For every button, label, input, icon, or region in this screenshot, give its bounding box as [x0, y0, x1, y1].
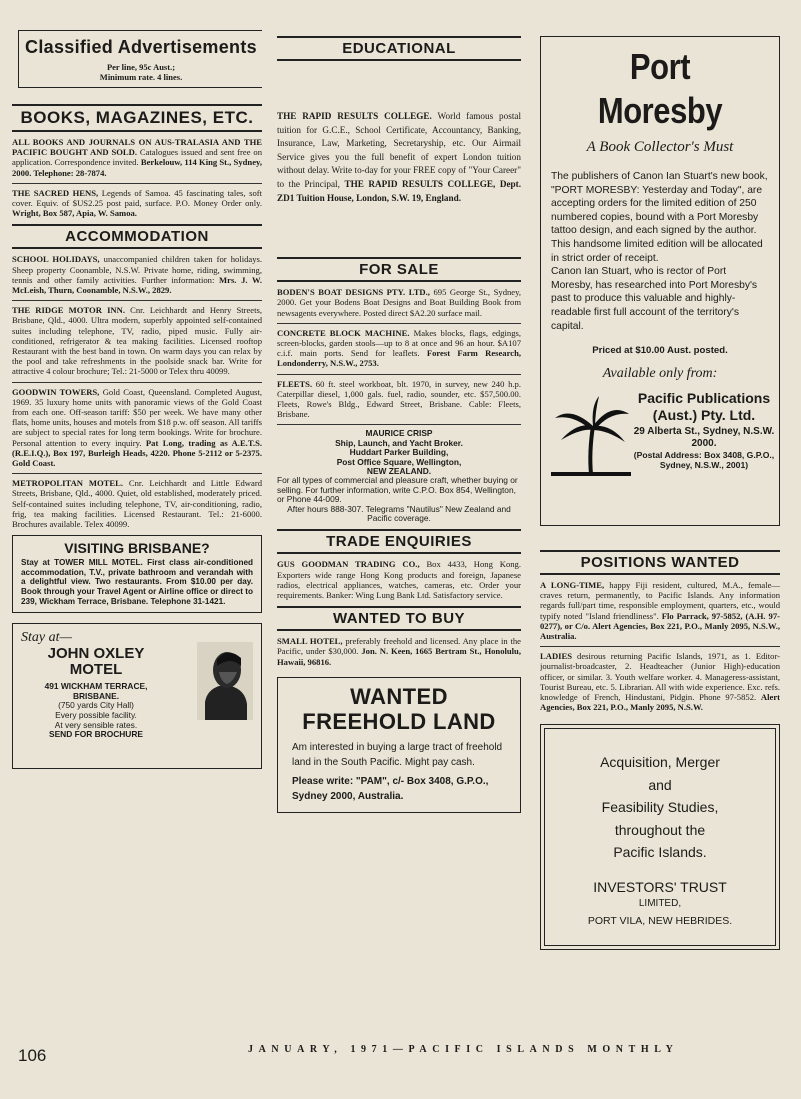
running-head: JANUARY, 1971—PACIFIC ISLANDS MONTHLY: [248, 1044, 679, 1055]
books-ad-2: THE SACRED HENS, Legends of Samoa. 45 fascinating tales, soft cover. Equiv. of $US2.25 post paid, surface. P.O. Money Order only. Wright, Box 587, Apia, W. Samoa.: [12, 187, 262, 219]
acq-line-2: and: [648, 776, 672, 793]
positions-heading: POSITIONS WANTED: [540, 550, 780, 575]
port-moresby-title: Port Moresby: [597, 46, 723, 131]
acq-line-4: throughout the: [614, 821, 706, 838]
accommodation-ad-2: THE RIDGE MOTOR INN. Cnr. Leichhardt and Henry Streets, Brisbane, Qld., 4000. Ultra modern, superbly appointed self-contained suites including telephone, TV, radio, piped music. Fully air-conditioned, refrigerator & tea making facilities. Licensed rooftop Restaurant with the best band in town. On warm days you can relax by the pool and take refreshments in the poolside snack bar. Write for attractive 4 colour brochure; Tel.: 21-5000 or Telex thru 40099.: [12, 305, 262, 377]
wanted-land-title-1: WANTED: [350, 683, 448, 709]
trade-ad: GUS GOODMAN TRADING CO., Box 4433, Hong Kong. Exporters wide range Hong Kong products and foreign, Japanese radios, electrical appliances, watches, cameras, etc. Order your requirements. Banker: Wing Lung Bank Ltd. Satisfactory service.: [277, 559, 521, 601]
wanted-buy-ad: SMALL HOTEL, preferably freehold and licensed. Any place in the Pacific, under $30,000. Jon. N. Keen, 1665 Bertram St., Honolulu, Hawaii, 96816.: [277, 636, 521, 667]
accommodation-ad-4: METROPOLITAN MOTEL. Cnr. Leichhardt and Little Edward Streets, Brisbane, Qld., 4000. Quiet, old established, moderately priced. Self-contained suites including telephone, TV, air-conditioning, radio, frig, tea making facilities. Licensed Restaurant. Tel.: 21-6000. Brochures available. Telex 40099.: [12, 478, 262, 530]
classified-title: Classified Advertisements: [25, 37, 257, 57]
acq-line-5: Pacific Islands.: [613, 844, 707, 861]
wanted-land-ad: [277, 677, 521, 813]
for-sale-ad-3: FLEETS. 60 ft. steel workboat, blt. 1970, in survey, new 240 h.p. Caterpillar diesel, 1,000 gals. fuel, radio, sounder, etc. $57,500.00. Fleets, Rowe's Bldg., Edward Street, Brisbane. Cable: Fleets, Brisbane.: [277, 378, 521, 420]
classified-box: [18, 30, 262, 88]
port-moresby-available: Available only from:: [602, 366, 718, 382]
wanted-land-body: Am interested in buying a large tract of freehold land in the South Pacific. Might pay cash.: [292, 741, 503, 768]
acq-limited: LIMITED,: [638, 897, 682, 909]
page-number: 106: [18, 1046, 47, 1065]
john-oxley-ad: [12, 623, 262, 769]
palm-tree-icon: [551, 392, 631, 480]
educational-heading: EDUCATIONAL: [277, 36, 521, 61]
wanted-land-title-2: FREEHOLD LAND: [302, 708, 496, 734]
acq-line-3: Feasibility Studies,: [601, 799, 719, 816]
acq-company: INVESTORS' TRUST: [593, 878, 727, 895]
books-ad-1: ALL BOOKS AND JOURNALS ON AUS-TRALASIA AND THE PACIFIC BOUGHT AND SOLD. Catalogues issued and sent free on application. Correspondence invited. Berkelouw, 114 King St., Sydney, 2000. Telephone: 28-7874.: [12, 137, 262, 178]
port-moresby-body-1: The publishers of Canon Ian Stuart's new book, "PORT MORESBY: Yesterday and Today", are accepting orders for the limited edition of 250 numbered copies, bound with a Port Moresby tattoo design, and each signed by the author. This handsome limited edition will be allocated in strict order of receipt.: [551, 171, 768, 264]
wanted-land-write: Please write: "PAM", c/- Box 3408, G.P.O., Sydney 2000, Australia.: [292, 775, 489, 802]
port-moresby-price: Priced at $10.00 Aust. posted.: [592, 345, 728, 357]
visiting-title: VISITING BRISBANE?: [64, 540, 210, 557]
educational-ad: THE RAPID RESULTS COLLEGE. World famous postal tuition for G.C.E., School Certificate, Accountancy, Banking, Insurance, Law, Marketing, Secretaryship, etc. Our Airmail Service gives you the full benefit of expert London tuition without delay. Write to-day for your FREE copy of "Your Career" to the Principal, THE RAPID RESULTS COLLEGE, Dept. ZD1 Tuition House, London, S.W. 19, England.: [277, 111, 521, 203]
column-right: [540, 36, 780, 1031]
acq-line-1: Acquisition, Merger: [600, 754, 720, 771]
oxley-address-block: 491 WICKHAM TERRACE, BRISBANE. (750 yards City Hall) Every possible facility. At very sensible rates. SEND FOR BROCHURE: [44, 681, 148, 740]
for-sale-ad-1: BODEN'S BOAT DESIGNS PTY. LTD., 695 George St., Sydney, 2000. Get your Bodens Boat Designs and Boat Building Book from newsagents everywhere. Posted direct $A2.20 surface mail.: [277, 287, 521, 318]
accommodation-heading: ACCOMMODATION: [12, 224, 262, 249]
visiting-body: Stay at TOWER MILL MOTEL. First class air-conditioned accommodation, T.V., private bathroom and verandah with a delightful view. Two restaurants. From $10.00 per day. Book through your Travel Agent or Airline office or direct to 239, Wickham Terrace, Brisbane. Telephone 31-1421.: [21, 558, 253, 606]
publisher-name: Pacific Publications (Aust.) Pty. Ltd.: [637, 390, 771, 424]
page-footer: [0, 1040, 801, 1070]
port-moresby-subtitle: A Book Collector's Must: [586, 139, 734, 155]
books-heading: BOOKS, MAGAZINES, ETC.: [12, 104, 262, 132]
positions-ad-2: LADIES desirous returning Pacific Islands, 1971, as 1. Editor-journalist-broadcaster, 2. Headteacher (Junior High)-education officer, or similar. 3. Youth welfare worker. 4. Manageress-assistant, Tourist Bureau, etc. 5. Librarian. All with wide experience. Exc. refs. knowledge of French, Hindustani, Pidgin. Phone 97-5852. Alert Agencies, Box 221, P.O., Manly 2095, N.S.W.: [540, 651, 780, 713]
for-sale-ad-2: CONCRETE BLOCK MACHINE. Makes blocks, flags, edgings, screen-blocks, garden stools—up to 8 at once and 96 an hour. $A107 c.i.f. main ports. Send for leaflets. Forest Farm Research, Londonderry, N.S.W., 2753.: [277, 327, 521, 369]
column-left: [12, 30, 262, 1035]
classified-rate-1: Per line, 95c Aust.;: [106, 62, 176, 72]
column-middle: [277, 36, 521, 1031]
accommodation-ad-1: SCHOOL HOLIDAYS, unaccompanied children taken for holidays. Sheep property Coonamble, N.S.W. Private home, riding, swimming, tennis and other family activities. Further information: Mrs. J. W. McLeish, Thurn, Coonamble, N.S.W., 2829.: [12, 254, 262, 296]
positions-ad-1: A LONG-TIME, happy Fiji resident, cultured, M.A., female—craves return, permanently, to Pacific Islands. Any information regards full/part time, responsible employment, quarters, etc., would typify noted "Island friendliness". Flo Parrack, 97-5852, (A.H. 97-0277), or C/o. Alert Agencies, Box 221, P.O., Manly 2095, N.S.W., Australia.: [540, 580, 780, 642]
port-moresby-ad: [540, 36, 780, 526]
trade-heading: TRADE ENQUIRIES: [277, 529, 521, 554]
port-moresby-body-2: Canon Ian Stuart, who is rector of Port Moresby, has researched into Port Moresby's past to produce this valuable and highly-readable first full account of the territory's capital.: [551, 266, 758, 332]
acq-location: PORT VILA, NEW HEBRIDES.: [587, 914, 733, 927]
for-sale-heading: FOR SALE: [277, 257, 521, 282]
visiting-brisbane-ad: [12, 535, 262, 613]
portrait-icon: [197, 642, 253, 720]
publisher-postal: (Postal Address: Box 3408, G.P.O., Sydney, N.S.W., 2001): [633, 450, 775, 470]
publisher-block: [551, 388, 775, 488]
oxley-stay: Stay at—: [21, 630, 72, 646]
wanted-buy-heading: WANTED TO BUY: [277, 606, 521, 631]
publisher-address: 29 Alberta St., Sydney, N.S.W. 2000.: [633, 426, 775, 450]
maurice-crisp-ad: MAURICE CRISP Ship, Launch, and Yacht Broker. Huddart Parker Building, Post Office Square, Wellington, NEW ZEALAND. For all types of commercial and pleasure craft, whether buying or selling. For further information, write C.P.O. Box 854, Wellington, or Phone 44-009. After hours 888-307. Telegrams "Nautilus" New Zealand and Pacific coverage.: [277, 428, 518, 524]
oxley-name: JOHN OXLEY MOTEL: [47, 645, 145, 679]
accommodation-ad-3: GOODWIN TOWERS, Gold Coast, Queensland. Completed August, 1969. 35 luxury home units with panoramic views of the Gold Coast from each one. Off-season tariff: $50 per week. We have many other flats, home units, houses and motels from $18 p.w. off season. All tariffs are subject to special rates for long term bookings. Write for brochure. Personal attention to every inquiry. Pat Long, trading as A.E.T.S. (R.E.I.Q.), Box 197, Burleigh Heads, 4220. Phone 5-2112 or 5-2375. Gold Coast.: [12, 386, 262, 469]
classified-rate-2: Minimum rate. 4 lines.: [99, 72, 183, 82]
investors-trust-ad: [540, 724, 780, 950]
